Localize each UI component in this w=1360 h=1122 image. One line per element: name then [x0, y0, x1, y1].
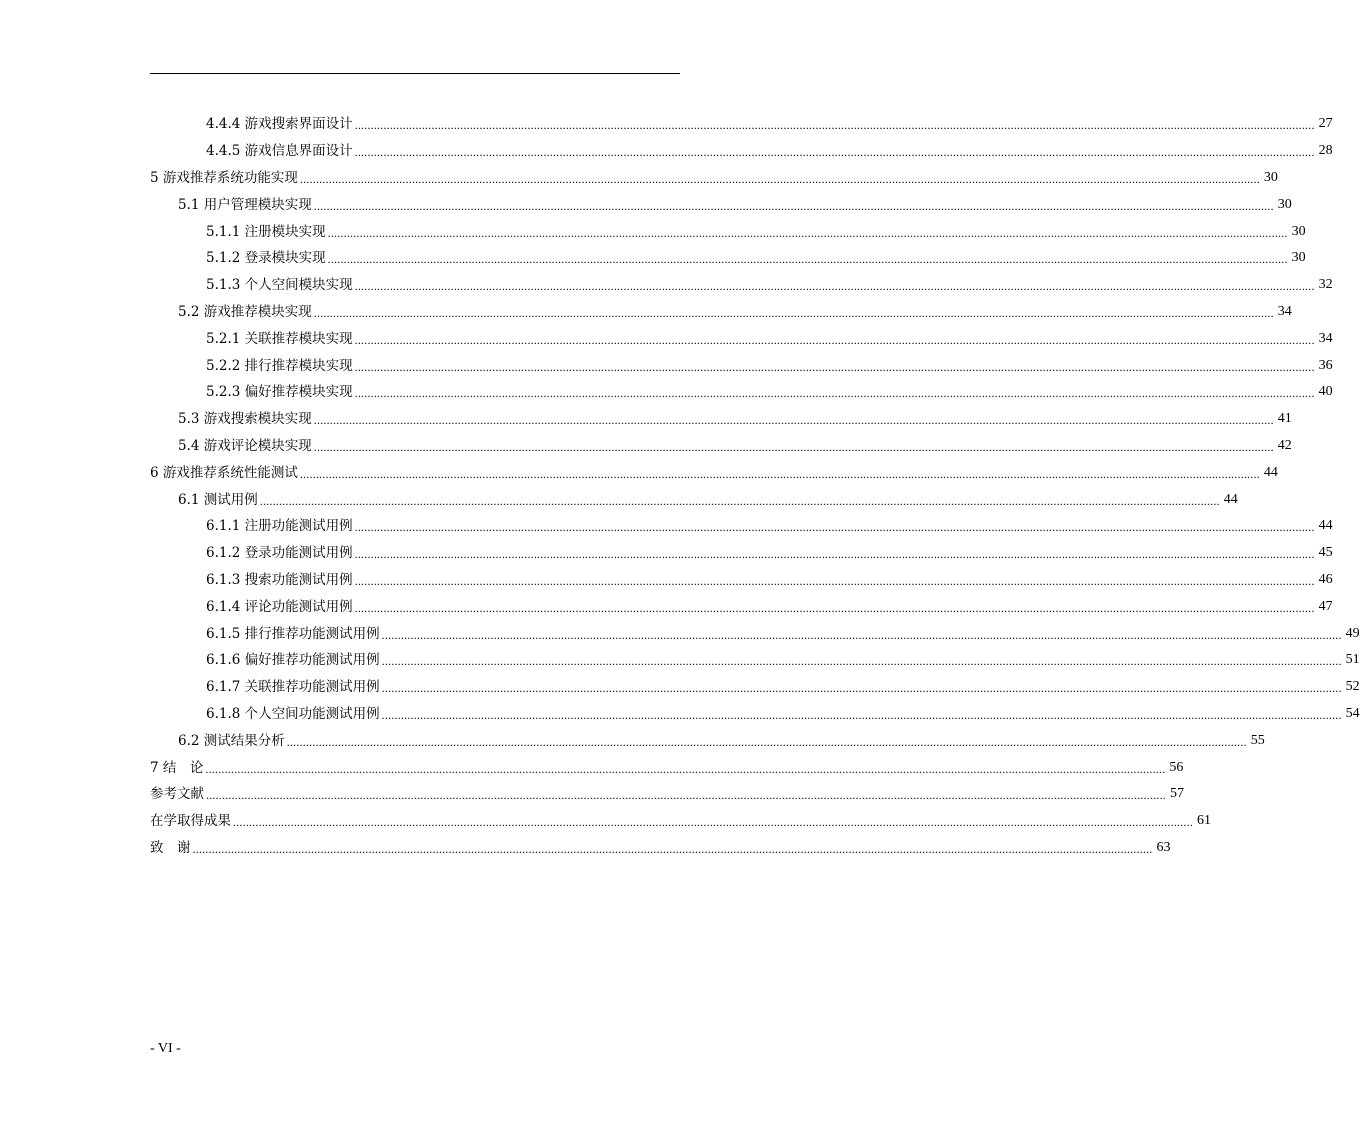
- toc-entry-title: 致 谢: [150, 839, 191, 856]
- toc-entry-page-number: 54: [1345, 705, 1360, 721]
- toc-dot-leader: ............................................................................................................................................................................................................................................................................................................: [354, 145, 1315, 160]
- toc-entry[interactable]: [0, 218, 1306, 245]
- toc-dot-leader: ............................................................................................................................................................................................................................................................................................................: [206, 788, 1166, 803]
- toc-dot-leader: ............................................................................................................................................................................................................................................................................................................: [313, 305, 1274, 320]
- toc-entry-page-number: 56: [1169, 759, 1184, 775]
- toc-entry-title: 6.1.1 注册功能测试用例: [206, 518, 353, 535]
- toc-dot-leader: ............................................................................................................................................................................................................................................................................................................: [381, 654, 1342, 669]
- toc-entry[interactable]: [0, 754, 1184, 781]
- toc-entry-title: 5.2.1 关联推荐模块实现: [206, 330, 353, 347]
- toc-dot-leader: ............................................................................................................................................................................................................................................................................................................: [381, 681, 1342, 696]
- toc-entry[interactable]: [0, 406, 1292, 433]
- toc-entry-page-number: 30: [1277, 196, 1292, 212]
- toc-dot-leader: ............................................................................................................................................................................................................................................................................................................: [299, 466, 1260, 481]
- toc-entry-page-number: 49: [1345, 625, 1360, 641]
- toc-entry[interactable]: [0, 138, 1333, 165]
- toc-dot-leader: ............................................................................................................................................................................................................................................................................................................: [354, 386, 1315, 401]
- toc-entry[interactable]: [0, 808, 1211, 835]
- toc-entry[interactable]: [0, 513, 1333, 540]
- toc-entry-title: 6.1.4 评论功能测试用例: [206, 598, 353, 615]
- toc-entry-title: 5.2 游戏推荐模块实现: [178, 303, 312, 320]
- toc-entry-title: 6.1.7 关联推荐功能测试用例: [206, 679, 380, 696]
- toc-entry[interactable]: [0, 352, 1333, 379]
- toc-dot-leader: ............................................................................................................................................................................................................................................................................................................: [205, 761, 1166, 776]
- toc-dot-leader: ............................................................................................................................................................................................................................................................................................................: [313, 413, 1274, 428]
- toc-entry-page-number: 28: [1318, 143, 1333, 159]
- toc-entry-page-number: 27: [1318, 116, 1333, 132]
- toc-entry-page-number: 32: [1318, 277, 1333, 293]
- toc-entry-title: 5 游戏推荐系统功能实现: [150, 169, 298, 186]
- toc-entry[interactable]: [0, 111, 1333, 138]
- toc-entry[interactable]: [0, 299, 1292, 326]
- toc-entry-page-number: 36: [1318, 357, 1333, 373]
- toc-entry-page-number: 57: [1170, 786, 1184, 802]
- footer-page-number: - VI -: [150, 1041, 181, 1056]
- toc-entry[interactable]: [0, 245, 1306, 272]
- toc-entry-page-number: 55: [1250, 732, 1265, 748]
- toc-entry-page-number: 63: [1156, 839, 1171, 855]
- toc-entry[interactable]: [0, 674, 1360, 701]
- toc-entry[interactable]: [0, 165, 1278, 192]
- toc-entry-title: 在学取得成果: [150, 813, 231, 830]
- toc-entry-title: 6.2 测试结果分析: [178, 732, 285, 749]
- toc-dot-leader: ............................................................................................................................................................................................................................................................................................................: [233, 815, 1193, 830]
- toc-dot-leader: ............................................................................................................................................................................................................................................................................................................: [259, 493, 1220, 508]
- toc-entry-page-number: 40: [1318, 384, 1333, 400]
- toc-entry-title: 6.1.6 偏好推荐功能测试用例: [206, 652, 380, 669]
- toc-dot-leader: ............................................................................................................................................................................................................................................................................................................: [313, 198, 1274, 213]
- toc-entry-title: 5.1 用户管理模块实现: [178, 196, 312, 213]
- toc-entry-title: 参考文献: [150, 786, 204, 803]
- toc-entry[interactable]: [0, 835, 1171, 862]
- toc-entry-page-number: 45: [1318, 545, 1333, 561]
- toc-entry[interactable]: [0, 191, 1292, 218]
- toc-entry-page-number: 30: [1291, 250, 1306, 266]
- header-rule: [150, 73, 680, 74]
- toc-dot-leader: ............................................................................................................................................................................................................................................................................................................: [327, 225, 1288, 240]
- toc-dot-leader: ............................................................................................................................................................................................................................................................................................................: [299, 171, 1260, 186]
- toc-entry-page-number: 44: [1263, 464, 1278, 480]
- toc-entry-title: 4.4.5 游戏信息界面设计: [206, 143, 353, 160]
- toc-dot-leader: ............................................................................................................................................................................................................................................................................................................: [354, 573, 1315, 588]
- toc-dot-leader: ............................................................................................................................................................................................................................................................................................................: [381, 707, 1342, 722]
- toc-entry-title: 4.4.4 游戏搜索界面设计: [206, 116, 353, 133]
- toc-entry[interactable]: [0, 727, 1265, 754]
- toc-dot-leader: ............................................................................................................................................................................................................................................................................................................: [286, 734, 1247, 749]
- toc-entry-title: 6.1.5 排行推荐功能测试用例: [206, 625, 380, 642]
- toc-dot-leader: ............................................................................................................................................................................................................................................................................................................: [354, 279, 1315, 294]
- toc-entry-title: 5.2.3 偏好推荐模块实现: [206, 384, 353, 401]
- toc-entry-page-number: 34: [1277, 303, 1292, 319]
- toc-entry-page-number: 34: [1318, 330, 1333, 346]
- toc-entry[interactable]: [0, 433, 1292, 460]
- toc-entry[interactable]: [0, 379, 1333, 406]
- table-of-contents: [0, 111, 1360, 861]
- toc-entry[interactable]: [0, 781, 1184, 808]
- toc-entry[interactable]: [0, 459, 1278, 486]
- toc-entry[interactable]: [0, 620, 1360, 647]
- toc-entry-page-number: 44: [1223, 491, 1238, 507]
- toc-entry-title: 6.1 测试用例: [178, 491, 258, 508]
- toc-entry[interactable]: [0, 540, 1333, 567]
- toc-dot-leader: ............................................................................................................................................................................................................................................................................................................: [192, 841, 1153, 856]
- toc-dot-leader: ............................................................................................................................................................................................................................................................................................................: [381, 627, 1342, 642]
- toc-dot-leader: ............................................................................................................................................................................................................................................................................................................: [354, 118, 1315, 133]
- toc-entry-title: 6.1.2 登录功能测试用例: [206, 545, 353, 562]
- toc-entry-title: 5.4 游戏评论模块实现: [178, 437, 312, 454]
- toc-entry[interactable]: [0, 272, 1333, 299]
- toc-entry[interactable]: [0, 593, 1333, 620]
- toc-entry[interactable]: [0, 325, 1333, 352]
- toc-entry-page-number: 52: [1345, 679, 1360, 695]
- toc-entry-page-number: 41: [1277, 411, 1292, 427]
- toc-entry-title: 5.1.1 注册模块实现: [206, 223, 326, 240]
- toc-dot-leader: ............................................................................................................................................................................................................................................................................................................: [354, 600, 1315, 615]
- toc-entry-title: 5.1.3 个人空间模块实现: [206, 277, 353, 294]
- toc-entry-page-number: 61: [1197, 813, 1211, 829]
- toc-entry-page-number: 51: [1345, 652, 1360, 668]
- toc-entry-page-number: 30: [1263, 169, 1278, 185]
- toc-entry-page-number: 46: [1318, 571, 1333, 587]
- toc-entry-title: 6 游戏推荐系统性能测试: [150, 464, 298, 481]
- toc-entry[interactable]: [0, 701, 1360, 728]
- toc-entry-title: 6.1.3 搜索功能测试用例: [206, 571, 353, 588]
- toc-entry[interactable]: [0, 486, 1238, 513]
- toc-entry-title: 5.3 游戏搜索模块实现: [178, 411, 312, 428]
- toc-dot-leader: ............................................................................................................................................................................................................................................................................................................: [327, 252, 1288, 267]
- toc-entry-page-number: 30: [1291, 223, 1306, 239]
- toc-entry-page-number: 44: [1318, 518, 1333, 534]
- toc-entry-title: 7 结 论: [150, 759, 204, 776]
- toc-entry[interactable]: [0, 647, 1360, 674]
- toc-entry-title: 6.1.8 个人空间功能测试用例: [206, 705, 380, 722]
- toc-entry-page-number: 42: [1277, 437, 1292, 453]
- toc-dot-leader: ............................................................................................................................................................................................................................................................................................................: [354, 332, 1315, 347]
- toc-entry-title: 5.2.2 排行推荐模块实现: [206, 357, 353, 374]
- toc-dot-leader: ............................................................................................................................................................................................................................................................................................................: [354, 520, 1315, 535]
- toc-entry[interactable]: [0, 567, 1333, 594]
- toc-entry-title: 5.1.2 登录模块实现: [206, 250, 326, 267]
- toc-dot-leader: ............................................................................................................................................................................................................................................................................................................: [313, 439, 1274, 454]
- toc-entry-page-number: 47: [1318, 598, 1333, 614]
- toc-dot-leader: ............................................................................................................................................................................................................................................................................................................: [354, 359, 1315, 374]
- toc-dot-leader: ............................................................................................................................................................................................................................................................................................................: [354, 547, 1315, 562]
